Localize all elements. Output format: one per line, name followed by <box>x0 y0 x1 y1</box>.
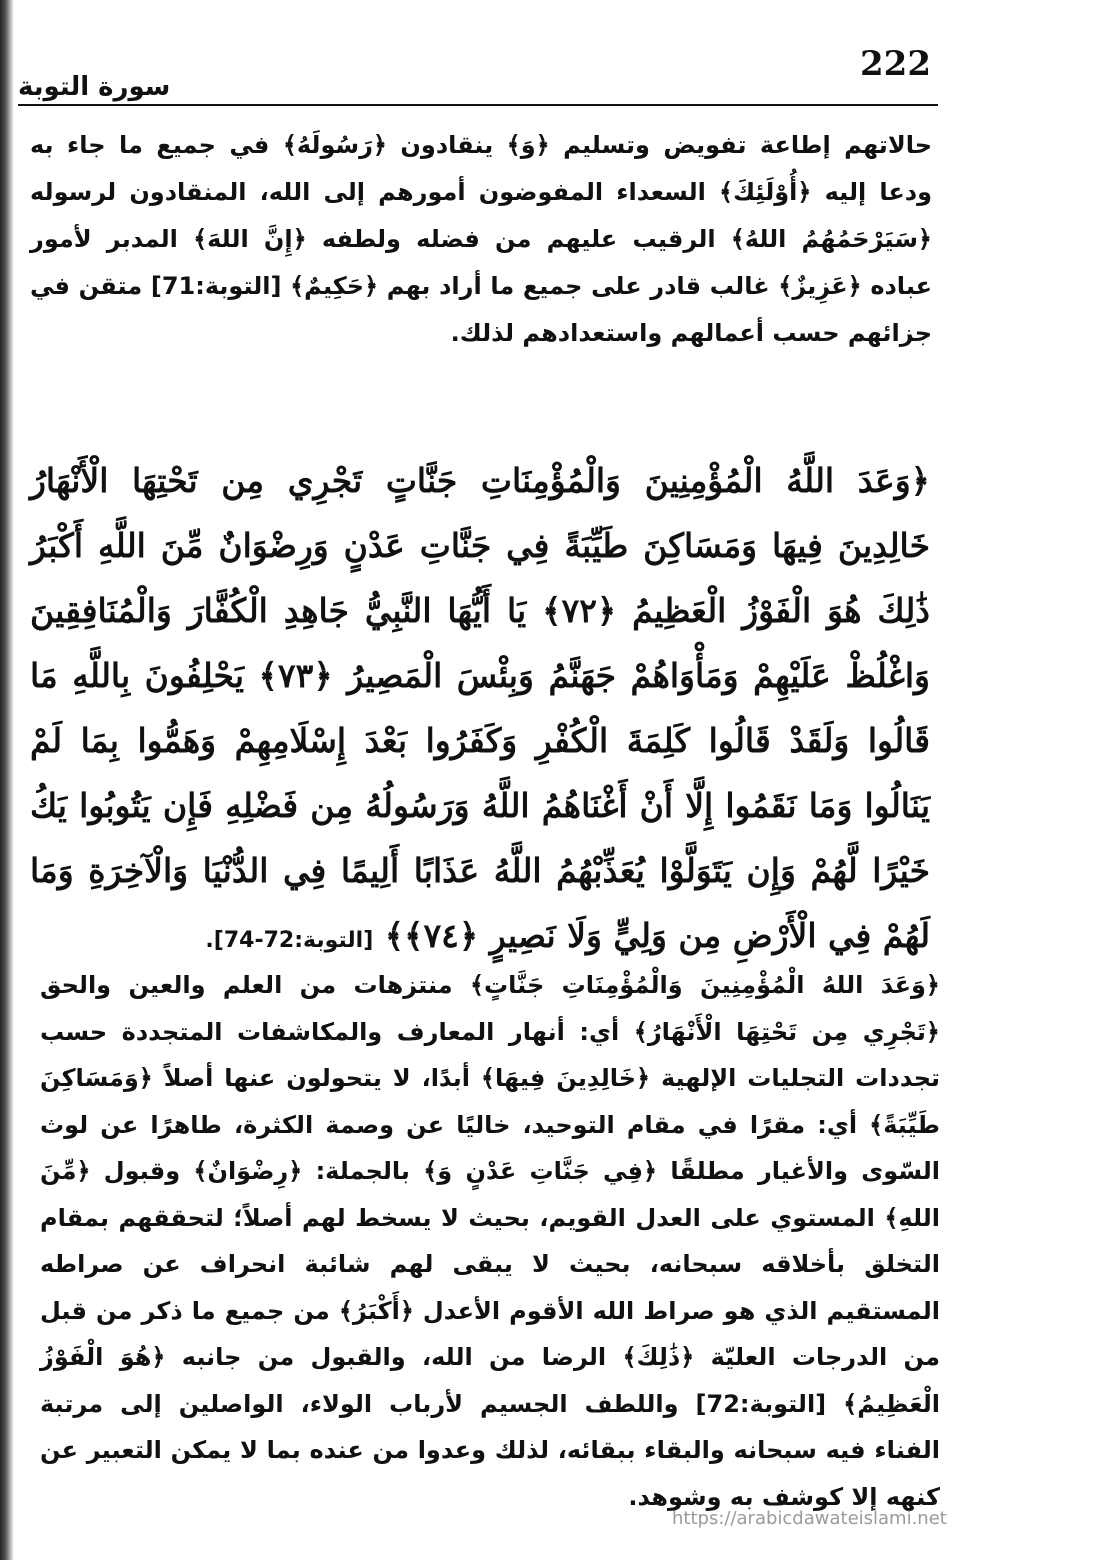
watermark-url: https://arabicdawateislami.net <box>672 1508 947 1529</box>
quran-verse-block <box>30 448 930 973</box>
commentary-paragraph-1: حالاتهم إطاعة تفويض وتسليم ﴿وَ﴾ ينقادون ﴿رَسُولَهُ﴾ في جميع ما جاء به ودعا إليه ﴿أُوْلَئِكَ﴾ السعداء المفوضون أمورهم إلى الله، المنقادون لرسوله ﴿سَيَرْحَمُهُمُ اللهُ﴾ الرقيب عليهم من فضله ولطفه ﴿إِنَّ اللهَ﴾ المدبر لأمور عباده ﴿عَزِيزٌ﴾ غالب قادر على جميع ما أراد بهم ﴿حَكِيمٌ﴾ [التوبة:71] متقن في جزائهم حسب أعمالهم واستعدادهم لذلك. <box>30 131 933 347</box>
page-number: 222 <box>860 44 931 84</box>
commentary-paragraph-2: ﴿وَعَدَ اللهُ الْمُؤْمِنِينَ وَالْمُؤْمِنَاتِ جَنَّاتٍ﴾ منتزهات من العلم والعين والحق ﴿تَجْرِي مِن تَحْتِهَا الْأَنْهَارُ﴾ أي: أنهار المعارف والمكاشفات المتجددة حسب تجددات التجليات الإلهية ﴿خَالِدِينَ فِيهَا﴾ أبدًا، لا يتحولون عنها أصلاً ﴿وَمَسَاكِنَ طَيِّبَةً﴾ أي: مقرًا في مقام التوحيد، خاليًا عن وصمة الكثرة، طاهرًا عن لوث السّوى والأغيار مطلقًا ﴿فِي جَنَّاتِ عَدْنٍ وَ﴾ بالجملة: ﴿رِضْوَانٌ﴾ وقبول ﴿مِّنَ اللهِ﴾ المستوي على العدل القويم، بحيث لا يسخط لهم أصلاً؛ لتحققهم بمقام التخلق بأخلاقه سبحانه، بحيث لا يبقى لهم شائبة انحراف عن صراطه المستقيم الذي هو صراط الله الأقوم الأعدل ﴿أَكْبَرُ﴾ من جميع ما ذكر من قبل من الدرجات العليّة ﴿ذَٰلِكَ﴾ الرضا من الله، والقبول من جانبه ﴿هُوَ الْفَوْزُ الْعَظِيمُ﴾ [التوبة:72] واللطف الجسيم لأرباب الولاء، الواصلين إلى مرتبة الفناء فيه سبحانه والبقاء ببقائه، لذلك وعدوا من عنده بما لا يمكن التعبير عن كنهه إلا كوشف به وشوهد. <box>40 971 940 1511</box>
surah-title: سورة التوبة <box>18 72 171 102</box>
verse-text: ﴿وَعَدَ اللَّهُ الْمُؤْمِنِينَ وَالْمُؤْمِنَاتِ جَنَّاتٍ تَجْرِي مِن تَحْتِهَا الْأَنْهَارُ خَالِدِينَ فِيهَا وَمَسَاكِنَ طَيِّبَةً فِي جَنَّاتِ عَدْنٍ وَرِضْوَانٌ مِّنَ اللَّهِ أَكْبَرُ ذَٰلِكَ هُوَ الْفَوْزُ الْعَظِيمُ ﴿٧٢﴾ يَا أَيُّهَا النَّبِيُّ جَاهِدِ الْكُفَّارَ وَالْمُنَافِقِينَ وَاغْلُظْ عَلَيْهِمْ وَمَأْوَاهُمْ جَهَنَّمُ وَبِئْسَ الْمَصِيرُ ﴿٧٣﴾ يَحْلِفُونَ بِاللَّهِ مَا قَالُوا وَلَقَدْ قَالُوا كَلِمَةَ الْكُفْرِ وَكَفَرُوا بَعْدَ إِسْلَامِهِمْ وَهَمُّوا بِمَا لَمْ يَنَالُوا وَمَا نَقَمُوا إِلَّا أَنْ أَغْنَاهُمُ اللَّهُ وَرَسُولُهُ مِن فَضْلِهِ فَإِن يَتُوبُوا يَكُ خَيْرًا لَّهُمْ وَإِن يَتَوَلَّوْا يُعَذِّبْهُمُ اللَّهُ عَذَابًا أَلِيمًا فِي الدُّنْيَا وَالْآخِرَةِ وَمَا لَهُمْ فِي الْأَرْضِ مِن وَلِيٍّ وَلَا نَصِيرٍ ﴿٧٤﴾﴾ <box>30 461 930 955</box>
header-divider <box>18 104 938 106</box>
verse-reference: [التوبة:72-74]. <box>205 928 374 953</box>
scan-shadow-edge <box>0 0 14 1560</box>
